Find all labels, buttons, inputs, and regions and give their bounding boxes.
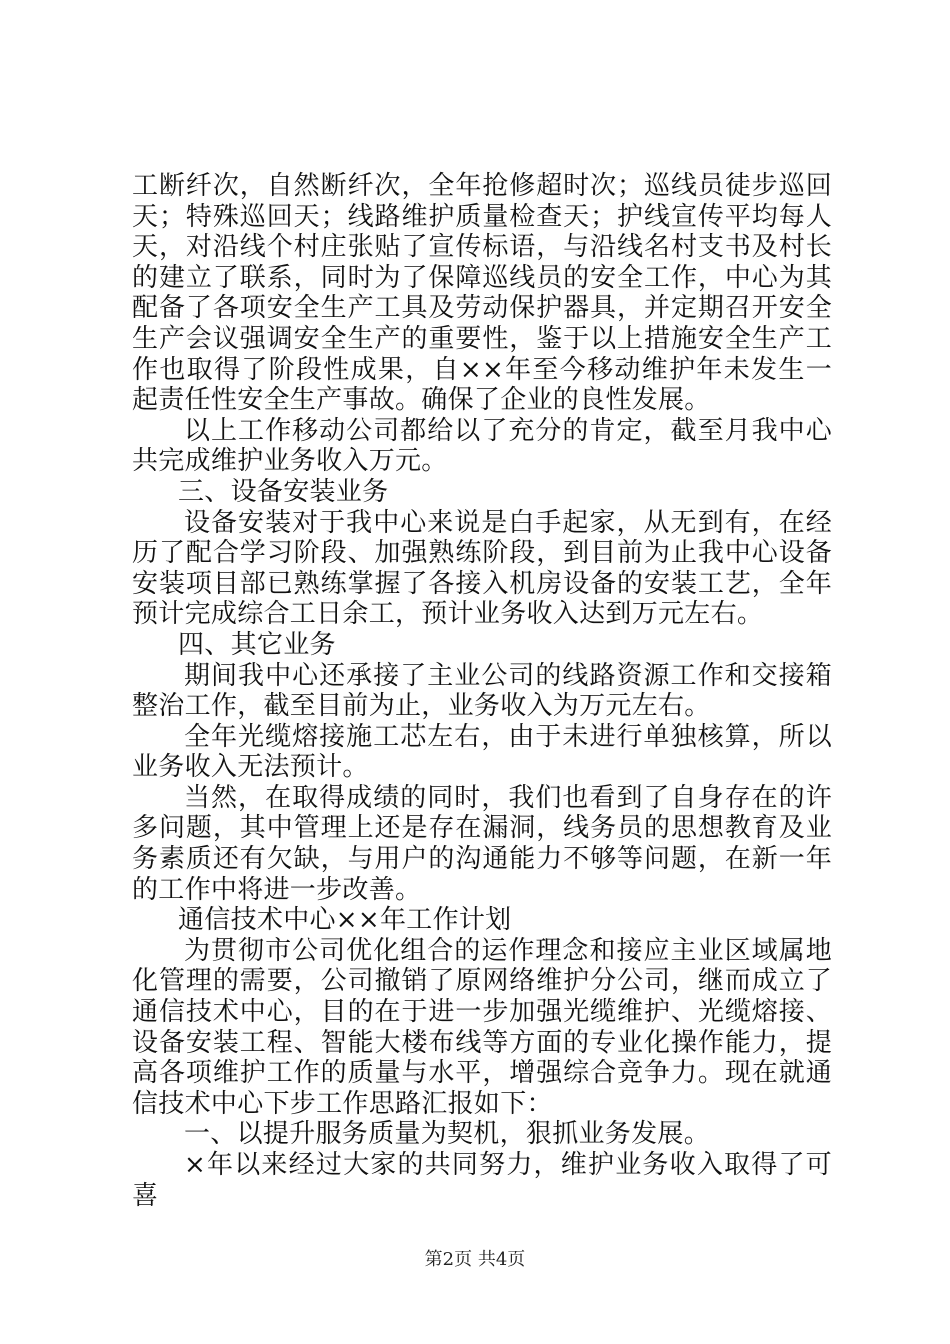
paragraph-revenue-progress: ×年以来经过大家的共同努力，维护业务收入取得了可喜 (132, 1150, 832, 1211)
page-footer: 第2页 共4页 (424, 1249, 526, 1270)
paragraph-fiber-splicing: 全年光缆熔接施工芯左右，由于未进行单独核算，所以业务收入无法预计。 (132, 721, 832, 783)
paragraph-equipment-installation: 设备安装对于我中心来说是白手起家，从无到有，在经历了配合学习阶段、加强熟练阶段，到目前为止我中心设备安装项目部已熟练掌握了各接入机房设备的安装工艺，全年预计完成综合工日余工，预计业务收入达到万元左右。 (132, 507, 832, 630)
paragraph-maintenance-stats: 工断纤次，自然断纤次，全年抢修超时次；巡线员徒步巡回天；特殊巡回天；线路维护质量检查天；护线宣传平均每人天，对沿线个村庄张贴了宣传标语，与沿线名村支书及村长的建立了联系，同时为了保障巡线员的安全工作，中心为其配备了各项安全生产工具及劳动保护器具，并定期召开安全生产会议强调安全生产的重要性，鉴于以上措施安全生产工作也取得了阶段性成果，自××年至今移动维护年未发生一起责任性安全生产事故。确保了企业的良性发展。 (132, 171, 832, 416)
section-heading-equipment-installation: 三、设备安装业务 (178, 476, 389, 507)
paragraph-work-plan-intro: 为贯彻市公司优化组合的运作理念和接应主业区域属地化管理的需要，公司撤销了原网络维护分公司，继而成立了通信技术中心，目的在于进一步加强光缆维护、光缆熔接、设备安装工程、智能大楼布线等方面的专业化操作能力，提高各项维护工作的质量与水平，增强综合竞争力。现在就通信技术中心下步工作思路汇报如下： (132, 935, 832, 1119)
document-body (132, 171, 832, 1211)
paragraph-problems: 当然，在取得成绩的同时，我们也看到了自身存在的许多问题，其中管理上还是存在漏洞，线务员的思想教育及业务素质还有欠缺，与用户的沟通能力不够等问题，在新一年的工作中将进一步改善。 (132, 782, 832, 905)
paragraph-maintenance-income: 以上工作移动公司都给以了充分的肯定，截至月我中心共完成维护业务收入万元。 (132, 415, 832, 477)
section-heading-service-quality: 一、以提升服务质量为契机，狠抓业务发展。 (184, 1119, 711, 1150)
paragraph-other-business: 期间我中心还承接了主业公司的线路资源工作和交接箱整治工作，截至目前为止，业务收入为万元左右。 (132, 660, 832, 722)
section-heading-work-plan: 通信技术中心××年工作计划 (178, 905, 512, 936)
section-heading-other-business: 四、其它业务 (178, 629, 336, 660)
